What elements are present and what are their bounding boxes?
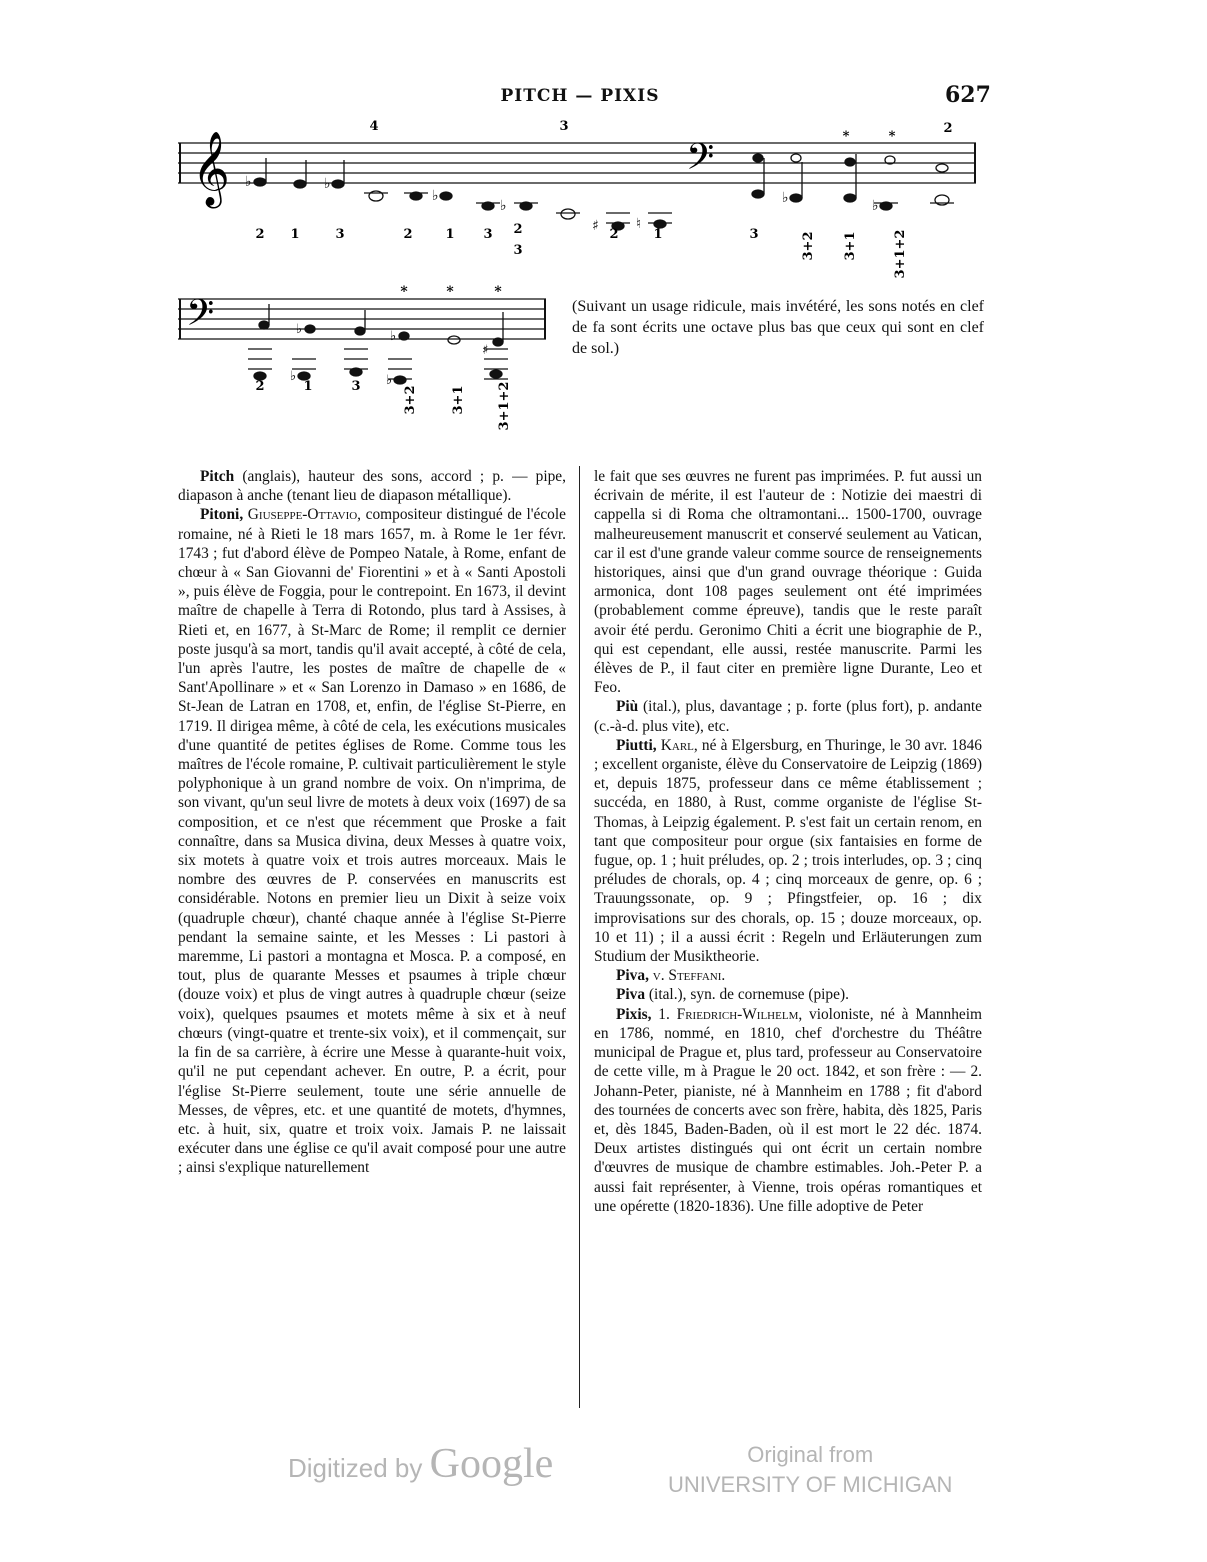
svg-text:♭: ♭ [872,198,879,214]
svg-text:♭: ♭ [432,188,439,204]
svg-text:♭: ♭ [296,322,303,337]
entry-pitoni-cont: le fait que ses œuvres ne furent pas imprimées. P. fut aussi un écrivain de mérite, il est l'auteur de : Notizie dei maestri di cappella si di Roma che oltramontani... 1500-1700, ouvrage malheureusement manuscrit et conservé seulement au Vatican, car il est d'une grande valeur comme source de renseignements historiques, ainsi que d'un grand ouvrage théorique : Guida armonica, dont 108 pages seulement ont été imprimées (probablement comme épreuve), tandis que le reste paraît avoir été perdu. Geronimo Chiti a écrit une biographie de P., qui est cependant, elle aussi, restée manuscrite. Parmi les élèves de P., il faut citer en première ligne Durante, Leo et Feo. [594,468,982,697]
svg-text:*: * [494,284,502,300]
svg-text:3+2: 3+2 [403,385,418,415]
column-divider [579,466,580,1408]
svg-text:3: 3 [483,227,493,242]
svg-text:♯: ♯ [592,218,599,234]
svg-text:2: 2 [943,121,953,136]
entry-piutti: Piutti, Karl, né à Elgersburg, en Thuringe, le 30 avr. 1846 ; excellent organiste, élève du Conservatoire de Leipzig (1869) et, depuis 1875, professeur dans ce même établissement ; succéda, en 1880, à Rust, comme organiste de l'église St-Thomas, à Leipzig également. P. s'est fait un certain renom, en tant que compositeur pour orgue (six fantaisies en forme de fugue, op. 1 ; huit préludes, op. 2 ; trois interludes, op. 3 ; cinq préludes de chorals, op. 4 ; cinq morceaux de genre, op. 6 ; Trauungssonate, op. 9 ; Pfingstfeier, op. 16 ; dix improvisations sur des chorals, op. 15 ; douze morceaux, op. 10 et 11) ; il a aussi écrit : Regeln und Erläuterungen zum Studium der Musiktheorie. [594,736,983,966]
svg-text:*: * [888,129,896,144]
google-logo: Google [429,1441,554,1487]
svg-text:3+1+2: 3+1+2 [497,381,512,431]
right-column [594,467,982,1216]
svg-text:3: 3 [749,227,759,242]
svg-text:1: 1 [290,227,300,242]
left-column [178,467,566,1178]
svg-text:♭: ♭ [390,329,397,344]
svg-text:*: * [400,284,408,300]
music-staff-2 [178,282,558,432]
running-header: PITCH — PIXIS [500,86,660,106]
bass-clef-icon: 𝄢 [186,292,215,343]
svg-text:3+2: 3+2 [801,231,816,261]
svg-text:*: * [842,129,850,144]
svg-text:1: 1 [445,227,455,242]
page-number: 627 [945,82,991,108]
svg-text:4: 4 [369,119,379,134]
svg-text:3: 3 [513,243,523,258]
digitized-by-watermark: Digitized by Google [288,1441,554,1487]
svg-text:2: 2 [403,227,413,242]
svg-text:2: 2 [609,227,619,242]
entry-pitoni: Pitoni, Giuseppe-Ottavio, compositeur distingué de l'école romaine, né à Rieti le 18 mars 1657, m. à Rome le 1er févr. 1743 ; fut d'abord élève de Pompeo Natale, à Rome, enfant de chœur à « San Giovanni de' Fiorentini » et à « Santi Apostoli », puis élève de Foggia, pour le contrepoint. En 1673, il devint maître de chapelle à Terra di Rotondo, plus tard à Assises, à Rieti et, en 1677, à St-Marc de Rome; il remplit ce dernier poste jusqu'à sa mort, tandis qu'il avait accepté, à côté de cela, l'un après l'autre, les postes de maître de chapelle de « Sant'Apollinare » et « San Lorenzo in Damaso » en 1686, de St-Jean de Latran en 1708, et, enfin, de l'église St-Pierre, en 1719. Il dirigea même, à côté de cela, les exécutions musicales d'une quantité de petites églises de Rome. Comme tous les maîtres de l'école romaine, P. cultivait particulièrement le style polyphonique à un grand nombre de voix. On n'imprima, de son vivant, qu'un seul livre de motets à deux voix (1697) de sa composition, et ce n'est que récemment que Proske a fait connaître, dans sa Musica divina, deux Messes à quatre voix, six motets à quatre voix et trois autres morceaux. Mais le nombre des œuvres de P. conservées en manuscrits est considérable. Notons en premier lieu un Dixit à seize voix (quadruple chœur), chanté chaque année à l'église St-Pierre pendant la semaine sainte, et les Messes : Li pastori à maremme, Li pastori a montagna et Mosca. P. a composé, en tout, plus de quarante Messes et psaumes à triple chœur (douze voix) et plus de vingt autres à quadruple chœur (seize voix), quelques psaumes et motets même à six et à neuf chœurs (vingt-quatre et trente-six voix), et il commençait, sur la fin de sa carrière, à écrire une Messe à quarante-huit voix, qu'il ne put cependant achever. En outre, P. a écrit, pour l'église St-Pierre seulement, toute une série annuelle de Messes, de vêpres, etc. et une quantité de motets, d'hymnes, etc. à huit, six, quatre et troix voix. Jamais P. ne laissait exécuter dans une église ce qu'il avait composé pour une autre ; ainsi s'explique naturellement [178,506,566,1177]
entry-pitch: Pitch (anglais), hauteur des sons, accord ; p. — pipe, diapason à anche (tenant lieu de diapason métallique). [178,468,566,505]
svg-text:3+1: 3+1 [451,385,466,415]
svg-text:3+1: 3+1 [843,231,858,261]
svg-text:2: 2 [513,222,523,237]
bass-clef-icon: 𝄢 [686,136,715,187]
svg-text:♮: ♮ [636,216,642,232]
treble-clef-icon: 𝄞 [192,132,230,206]
footnote-clef: (Suivant un usage ridicule, mais invétéré, les sons notés en clef de fa sont écrits une octave plus bas que ceux qui sont en clef de sol.) [572,298,984,357]
svg-text:♭: ♭ [782,190,789,206]
entry-pixis: Pixis, 1. Friedrich-Wilhelm, violoniste, né à Mannheim en 1786, nommé, en 1810, chef d'orchestre du Théâtre municipal de Prague et, plus tard, professeur au Conservatoire de cette ville, m à Prague le 20 oct. 1842, et son frère : — 2. Johann-Peter, pianiste, né à Mannheim en 1788 ; fit d'abord des tournées de concerts avec son frère, habita, dès 1825, Paris et, dès 1845, Baden-Baden, où il est mort le 22 déc. 1874. Deux artistes distingués qui ont écrit un certain nombre d'œuvres de musique de chambre estimables. Joh.-Peter P. a aussi fait représenter, à Vienne, trois opéras romantiques et une opérette (1820-1836). Une fille adoptive de Peter [594,1005,982,1215]
svg-text:*: * [446,284,454,300]
svg-text:♭: ♭ [324,176,331,192]
svg-text:♭: ♭ [245,174,252,190]
svg-text:♭: ♭ [290,369,297,384]
entry-piu: Più (ital.), plus, davantage ; p. forte (plus fort), p. andante (c.-à-d. plus vite), etc. [594,698,982,735]
svg-text:1: 1 [653,227,663,242]
svg-text:3: 3 [351,379,361,394]
music-staff-1 [178,118,978,288]
entry-piva-2: Piva (ital.), syn. de cornemuse (pipe). [616,986,849,1004]
svg-text:♭: ♭ [500,198,507,214]
svg-text:3+1+2: 3+1+2 [893,229,908,279]
svg-text:♭: ♭ [386,373,393,388]
svg-text:3: 3 [559,119,569,134]
entry-piva-1: Piva, v. Steffani. [616,967,726,985]
svg-text:1: 1 [303,379,313,394]
svg-text:2: 2 [255,227,265,242]
svg-text:3: 3 [335,227,345,242]
original-from-watermark: Original from UNIVERSITY OF MICHIGAN [668,1442,953,1497]
svg-text:♯: ♯ [482,343,489,358]
svg-text:2: 2 [255,379,265,394]
